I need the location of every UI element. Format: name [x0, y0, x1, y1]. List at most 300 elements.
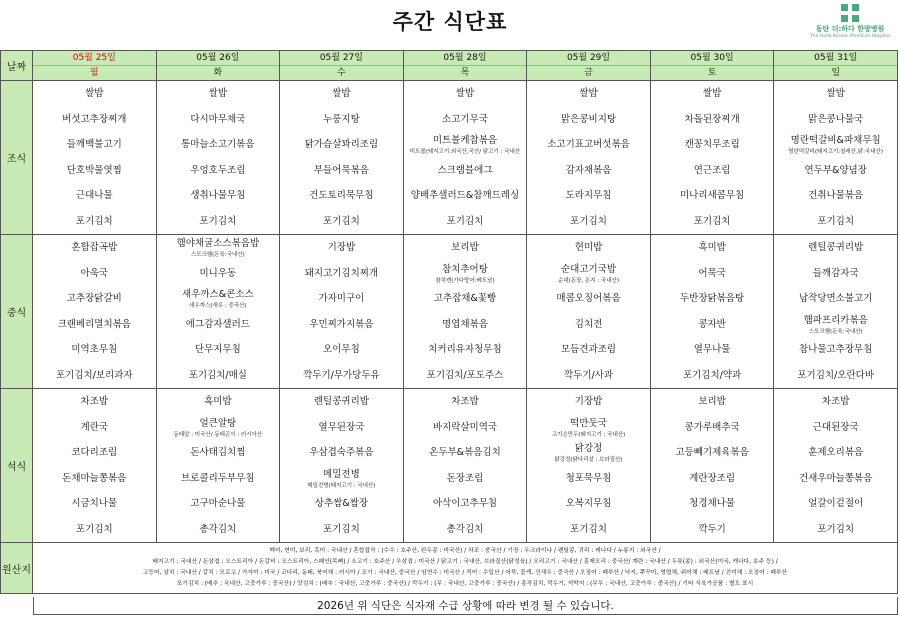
menu-item-name: 돈사태김치찜	[190, 447, 246, 458]
menu-item-origin-note: 닭강정(닭다리살 : 브라질산)	[554, 457, 623, 463]
menu-item	[157, 183, 280, 209]
menu-item-name: 연근조림	[693, 164, 731, 176]
menu-item-name: 참치추어탕	[442, 263, 488, 275]
menu-item-origin-note: 메밀전병(돼지고기 : 국내산)	[307, 482, 376, 489]
menu-item	[651, 183, 774, 209]
menu-item-name: 포기김치	[817, 523, 855, 535]
menu-cell	[33, 389, 157, 543]
menu-item	[157, 312, 280, 338]
menu-item	[404, 132, 527, 158]
menu-item-name: 건도토리묵무침	[309, 190, 374, 201]
menu-item-name: 포기김치	[570, 215, 607, 227]
hospital-logo	[810, 4, 890, 48]
menu-cell	[774, 81, 898, 235]
menu-item-name: 쌀밥	[455, 88, 475, 99]
menu-item-name: 보리밥	[698, 396, 726, 407]
menu-item	[651, 363, 774, 389]
menu-item-name: 햄야채굴소스볶음밥	[176, 238, 260, 249]
menu-item-name: 스크램블에그	[437, 164, 493, 176]
day-header	[527, 51, 651, 81]
menu-item	[280, 415, 403, 441]
menu-item	[527, 337, 650, 363]
menu-item-name: 브로콜리두부무침	[181, 472, 255, 484]
menu-item	[157, 337, 280, 363]
day-date: 05월 28일	[404, 51, 527, 66]
menu-item-name: 미니우동	[199, 267, 237, 279]
menu-item-name: 닭강정	[574, 443, 603, 454]
menu-item	[404, 517, 527, 543]
menu-item	[404, 440, 527, 466]
menu-item-name: 콩가루배추국	[684, 421, 740, 433]
menu-item	[280, 491, 403, 517]
meal-row	[1, 389, 898, 543]
menu-item	[280, 261, 403, 287]
date-column-header: 날짜	[1, 51, 33, 81]
menu-item	[280, 466, 403, 492]
day-header	[33, 51, 157, 81]
menu-item	[157, 235, 280, 261]
menu-item-name: 아욱국	[80, 267, 109, 279]
menu-item-name: 쌀밥	[826, 88, 845, 99]
menu-cell	[650, 81, 774, 235]
menu-item-name: 참나물고추장무침	[798, 344, 873, 355]
menu-item-name: 닭가슴살꽈리조림	[304, 139, 379, 150]
menu-item-name: 포기김치	[817, 215, 855, 227]
menu-cell	[527, 81, 651, 235]
menu-item-name: 쌀밥	[332, 88, 351, 99]
date-header-row	[1, 51, 898, 81]
day-date: 05월 27일	[280, 51, 403, 66]
menu-item	[527, 261, 650, 287]
menu-item	[157, 466, 280, 492]
menu-item-origin-note: 미트볼(돼지고기:외국산,국산/ 닭고기 : 국내산	[409, 149, 521, 155]
menu-item-name: 버섯고추장찌개	[62, 113, 127, 125]
day-header	[650, 51, 774, 81]
menu-item-name: 연두부&양념장	[804, 164, 867, 176]
menu-item	[280, 363, 403, 389]
menu-item	[404, 491, 527, 517]
menu-item-origin-note: 스모크햄(돈육:국내산)	[808, 328, 863, 335]
menu-item-origin-note: 스모크햄(돈육:국내산)	[190, 252, 245, 258]
menu-item-name: 우삼겹숙주볶음	[309, 447, 374, 458]
menu-item-name: 누룽지탕	[323, 113, 360, 125]
day-of-week: 수	[337, 68, 346, 78]
menu-item-name: 차돌된장찌개	[684, 113, 740, 125]
menu-item-name: 포기김치	[323, 523, 360, 535]
menu-item	[280, 440, 403, 466]
day-of-week: 일	[831, 68, 841, 78]
menu-item	[774, 132, 897, 158]
menu-cell	[403, 389, 527, 543]
menu-item-name: 납작당면소불고기	[798, 293, 873, 304]
day-date: 05월 29일	[527, 51, 650, 66]
day-date: 05월 25일	[33, 51, 156, 66]
menu-item	[33, 517, 156, 543]
menu-item-name: 도라지무침	[565, 190, 612, 201]
menu-item	[651, 261, 774, 287]
menu-item-name: 명엽채볶음	[442, 318, 488, 330]
menu-item	[774, 261, 897, 287]
menu-item-name: 고추잡채&꽃빵	[433, 293, 497, 304]
menu-item-name: 쌀밥	[85, 88, 104, 99]
menu-item	[774, 81, 897, 107]
menu-item	[157, 491, 280, 517]
menu-item-name: 오이무침	[323, 344, 360, 355]
meal-row	[1, 81, 898, 235]
menu-item-name: 시금치나물	[71, 498, 118, 509]
menu-item-name: 어묵국	[698, 267, 726, 279]
menu-item-name: 기장밥	[574, 396, 603, 407]
menu-item-name: 차조밥	[80, 396, 109, 407]
menu-item	[774, 337, 897, 363]
menu-item	[33, 209, 156, 235]
page-title: 주간 식단표	[392, 10, 508, 34]
day-of-week: 목	[460, 68, 470, 78]
menu-item-name: 들깨감자국	[812, 267, 859, 279]
menu-item	[774, 183, 897, 209]
menu-item	[404, 415, 527, 441]
menu-item	[527, 286, 650, 312]
menu-item-name: 렌틸콩귀리밥	[313, 396, 369, 407]
menu-item	[774, 389, 897, 415]
menu-item	[651, 517, 774, 543]
origin-line: 포기김치 : (배추 : 국내산, 고춧가루 : 중국산) / 맛김치 : (배추 : 국내산, 고춧가루 : 중국산) / 깍두기 : (무 : 국내산, 고춧가루 : 중국산) / 총각김치, 깍두기, 석박지 : (무우 : 국내산, 고춧가루 : 중국산) / 기타 식육가공품 : 별도 표시	[176, 581, 754, 587]
menu-item-name: 깍두기	[698, 523, 726, 535]
menu-item	[280, 209, 403, 235]
menu-item-name: 미트볼케찹볶음	[432, 135, 498, 146]
menu-item	[651, 286, 774, 312]
menu-item-name: 온두부&볶음김치	[429, 447, 501, 458]
menu-item	[280, 389, 403, 415]
menu-item	[527, 132, 650, 158]
origin-line: 돼지고기 : 국내산 / 돈삼겹 : 오스트리아 / 돈갈비 : 오스트리아, 스페인(목뼈) / 소고기 : 호주산 / 우삼겹 : 미국산 / 닭고기 : 국내산, 브라질산(닭정육) / 오리고기 : 국내산 / 훈제오리 : 중국산/ 계란 : 국내산 / 두류(콩) : 외국산(미국, 캐나다, 호주 등) /	[152, 559, 778, 565]
menu-item	[527, 440, 650, 466]
menu-item	[774, 235, 897, 261]
menu-item-name: 포기김치	[75, 523, 113, 535]
menu-item	[280, 81, 403, 107]
menu-item	[280, 132, 403, 158]
menu-item-name: 총각김치	[446, 523, 484, 535]
menu-item-origin-note: 동태알 : 미국산/ 동태곤이 : 러시아산	[173, 431, 263, 438]
menu-item	[774, 466, 897, 492]
menu-item-name: 명란떡갈비&파채무침	[790, 135, 881, 146]
menu-item-name: 단무지무침	[194, 344, 241, 355]
menu-item	[404, 389, 527, 415]
menu-cell	[403, 81, 527, 235]
menu-item-name: 코다리조림	[71, 447, 118, 458]
menu-item-name: 상추쌈&쌈장	[314, 498, 369, 509]
menu-item-origin-note: 고기손만두(돼지고기 : 국내산)	[551, 431, 626, 438]
menu-item-name: 크랜베리멸치볶음	[57, 318, 131, 330]
menu-item-name: 우엉호두조림	[190, 164, 246, 176]
menu-item-name: 모듬견과조림	[561, 344, 617, 355]
origin-row	[1, 543, 898, 594]
menu-item-name: 근대된장국	[812, 421, 859, 433]
menu-cell	[156, 389, 280, 543]
meal-label: 중식	[1, 235, 33, 389]
menu-item-name: 깍두기/사과	[563, 369, 614, 381]
menu-item	[33, 132, 156, 158]
menu-item	[651, 415, 774, 441]
menu-item	[651, 312, 774, 338]
menu-item	[280, 107, 403, 133]
menu-cell	[650, 389, 774, 543]
menu-item-name: 두반장닭볶음탕	[679, 293, 745, 304]
menu-item-name: 햄파프리카볶음	[803, 314, 868, 326]
menu-cell	[774, 389, 898, 543]
menu-item-name: 매콤오징어볶음	[556, 293, 621, 304]
menu-item-name: 부들어묵볶음	[313, 164, 369, 176]
menu-item-name: 현미밥	[574, 242, 603, 253]
menu-item-name: 포기김치	[693, 215, 731, 227]
menu-item	[651, 158, 774, 184]
menu-item	[404, 107, 527, 133]
menu-item-name: 치커리유자청무침	[428, 344, 502, 355]
menu-item	[527, 363, 650, 389]
menu-item	[157, 132, 280, 158]
menu-item-name: 미역초무침	[71, 344, 118, 355]
menu-item-name: 메밀전병	[323, 468, 360, 480]
menu-item-name: 흑미밥	[204, 396, 232, 407]
menu-item-name: 아삭이고추무침	[432, 498, 498, 509]
menu-item-name: 차조밥	[451, 396, 479, 407]
weekly-menu-table	[0, 50, 898, 594]
menu-item-name: 에그감자샐러드	[185, 318, 250, 330]
menu-item-name: 열무나물	[693, 344, 731, 355]
menu-cell	[156, 235, 280, 389]
menu-item	[157, 158, 280, 184]
menu-item-name: 포기김치/포도주스	[426, 369, 504, 381]
menu-item-name: 건새우마늘쫑볶음	[798, 472, 873, 484]
menu-item-name: 맑은콩비지탕	[561, 113, 617, 125]
menu-item-name: 단호박물엿찜	[66, 164, 122, 176]
menu-item	[527, 415, 650, 441]
menu-item-name: 다시마무채국	[190, 113, 246, 125]
menu-item-name: 가자미구이	[318, 293, 365, 304]
menu-item	[651, 132, 774, 158]
menu-cell	[280, 81, 404, 235]
menu-item	[651, 389, 774, 415]
menu-item-name: 오복지무침	[565, 498, 612, 509]
menu-item	[33, 81, 156, 107]
menu-item	[527, 312, 650, 338]
menu-item	[404, 363, 527, 389]
menu-item	[527, 107, 650, 133]
menu-item	[33, 107, 156, 133]
menu-item-name: 차조밥	[821, 396, 850, 407]
menu-item	[157, 107, 280, 133]
menu-item-name: 혼합잡곡밥	[71, 242, 118, 253]
menu-item	[774, 312, 897, 338]
menu-cell	[403, 235, 527, 389]
menu-item	[774, 517, 897, 543]
menu-item	[404, 286, 527, 312]
menu-item	[157, 517, 280, 543]
menu-item-name: 훈제오리볶음	[808, 447, 864, 458]
menu-item	[33, 312, 156, 338]
meal-label: 석식	[1, 389, 33, 543]
menu-item	[33, 363, 156, 389]
meal-rows	[1, 81, 898, 543]
menu-item-name: 들깨백불고기	[66, 139, 122, 150]
menu-item	[33, 235, 156, 261]
logo-subtitle: The Hada Korean Medicine Hospital	[810, 34, 890, 39]
menu-item	[527, 158, 650, 184]
menu-item	[404, 158, 527, 184]
menu-item-name: 근대나물	[75, 190, 113, 201]
menu-item-name: 고추장닭갈비	[66, 293, 122, 304]
menu-item-name: 청포묵무침	[565, 472, 612, 484]
menu-item-name: 통마늘소고기볶음	[181, 139, 255, 150]
origin-label: 원산지	[1, 543, 33, 594]
menu-item-name: 양배추샐러드&참깨드레싱	[410, 190, 520, 201]
menu-item	[33, 389, 156, 415]
menu-item-name: 열무된장국	[318, 421, 365, 433]
menu-item-name: 캔꽁치무조림	[684, 139, 740, 150]
menu-item	[33, 158, 156, 184]
menu-item	[651, 466, 774, 492]
menu-item	[651, 209, 774, 235]
menu-item	[651, 440, 774, 466]
menu-item	[157, 81, 280, 107]
menu-item-name: 청경채나물	[689, 498, 736, 509]
menu-item-name: 포기김치/오란다바	[797, 369, 874, 381]
meal-row	[1, 235, 898, 389]
menu-item-name: 포기김치/약과	[682, 369, 742, 381]
menu-item	[774, 107, 897, 133]
menu-item-name: 바지락살미역국	[432, 421, 498, 433]
menu-item	[774, 415, 897, 441]
menu-cell	[156, 81, 280, 235]
menu-item-name: 포기김치/보리과자	[55, 369, 133, 381]
menu-cell	[774, 235, 898, 389]
menu-item	[774, 491, 897, 517]
menu-cell	[33, 235, 157, 389]
menu-item	[280, 235, 403, 261]
menu-item-name: 보리밥	[451, 242, 479, 253]
menu-item	[33, 183, 156, 209]
menu-item	[157, 389, 280, 415]
day-of-week: 금	[584, 68, 593, 78]
menu-item	[651, 81, 774, 107]
menu-item-name: 포기김치/매실	[188, 369, 247, 381]
menu-item-name: 돈채마늘쫑볶음	[62, 472, 127, 484]
menu-item-origin-note: 순대(돈장, 돈지 : 국내산)	[558, 277, 620, 284]
day-date: 05월 26일	[157, 51, 280, 66]
menu-item	[651, 491, 774, 517]
menu-item	[527, 235, 650, 261]
menu-item	[280, 517, 403, 543]
menu-item-name: 돈장조림	[446, 472, 484, 484]
menu-item	[33, 440, 156, 466]
logo-mark-icon	[841, 4, 859, 22]
menu-item	[651, 235, 774, 261]
menu-item-name: 포기김치	[570, 523, 607, 535]
menu-item-name: 콩자반	[698, 318, 726, 330]
menu-item-name: 김치전	[574, 318, 603, 330]
menu-item	[404, 235, 527, 261]
menu-item	[774, 158, 897, 184]
menu-item-name: 소고기표고버섯볶음	[547, 139, 630, 150]
meal-label: 조식	[1, 81, 33, 235]
menu-item	[404, 261, 527, 287]
menu-item	[404, 466, 527, 492]
menu-item-name: 고등빼기제육볶음	[675, 447, 749, 458]
day-of-week: 토	[707, 68, 717, 78]
menu-item	[157, 440, 280, 466]
menu-item	[774, 209, 897, 235]
menu-item-name: 쌀밥	[579, 88, 598, 99]
menu-item-name: 돼지고기김치찌개	[304, 267, 379, 279]
menu-cell	[527, 235, 651, 389]
menu-item	[33, 415, 156, 441]
menu-item	[280, 183, 403, 209]
menu-item-name: 우민찌가지볶음	[309, 318, 374, 330]
menu-item	[280, 337, 403, 363]
menu-item	[33, 337, 156, 363]
menu-item-name: 흑미밥	[698, 242, 726, 253]
menu-item	[651, 107, 774, 133]
menu-cell	[280, 235, 404, 389]
day-date: 05월 31일	[774, 51, 897, 66]
menu-item	[651, 337, 774, 363]
menu-item	[774, 363, 897, 389]
menu-item-name: 포기김치	[75, 215, 113, 227]
menu-item-name: 감자채볶음	[565, 164, 612, 176]
day-header	[156, 51, 280, 81]
menu-item	[157, 209, 280, 235]
menu-item	[527, 81, 650, 107]
menu-item-name: 포기김치	[199, 215, 237, 227]
menu-item	[527, 183, 650, 209]
menu-item-name: 얼갈이겉절이	[808, 498, 864, 509]
menu-item-name: 고구마순나물	[190, 498, 246, 509]
menu-cell	[280, 389, 404, 543]
menu-item-origin-note: 명란떡갈비(돼지고기:칠레산,닭:국내산)	[788, 149, 884, 155]
menu-item	[33, 466, 156, 492]
logo-name: 동탄 더:하다 한방병원	[815, 25, 885, 33]
menu-item	[404, 209, 527, 235]
menu-item	[404, 337, 527, 363]
menu-item	[157, 261, 280, 287]
menu-change-notice: 2026년 위 식단은 식자재 수급 상황에 따라 변경 될 수 있습니다.	[33, 597, 898, 615]
menu-item-name: 순대고기국밥	[561, 263, 617, 275]
menu-item	[33, 491, 156, 517]
menu-item-name: 기장밥	[327, 242, 356, 253]
day-of-week: 화	[213, 68, 223, 78]
day-header	[280, 51, 404, 81]
menu-item	[404, 183, 527, 209]
menu-item-origin-note: 새우까스(새우 : 중국산)	[189, 303, 247, 309]
day-of-week: 월	[89, 68, 99, 78]
menu-item	[527, 389, 650, 415]
menu-item-name: 새우까스&콘소스	[182, 289, 254, 300]
menu-item-name: 떡만둣국	[570, 417, 607, 429]
menu-item-name: 쌀밥	[208, 88, 228, 99]
menu-item-name: 총각김치	[199, 523, 237, 535]
menu-item-name: 건취나물볶음	[808, 190, 864, 201]
menu-cell	[33, 81, 157, 235]
menu-item	[157, 286, 280, 312]
menu-item	[280, 158, 403, 184]
day-date: 05월 30일	[651, 51, 774, 66]
menu-item	[527, 209, 650, 235]
menu-item-name: 계란국	[80, 421, 109, 433]
menu-item-name: 계란장조림	[689, 472, 736, 484]
menu-item-name: 미나리새콤무침	[679, 190, 745, 201]
menu-item	[404, 312, 527, 338]
menu-item-name: 렌틸콩귀리밥	[808, 242, 864, 253]
